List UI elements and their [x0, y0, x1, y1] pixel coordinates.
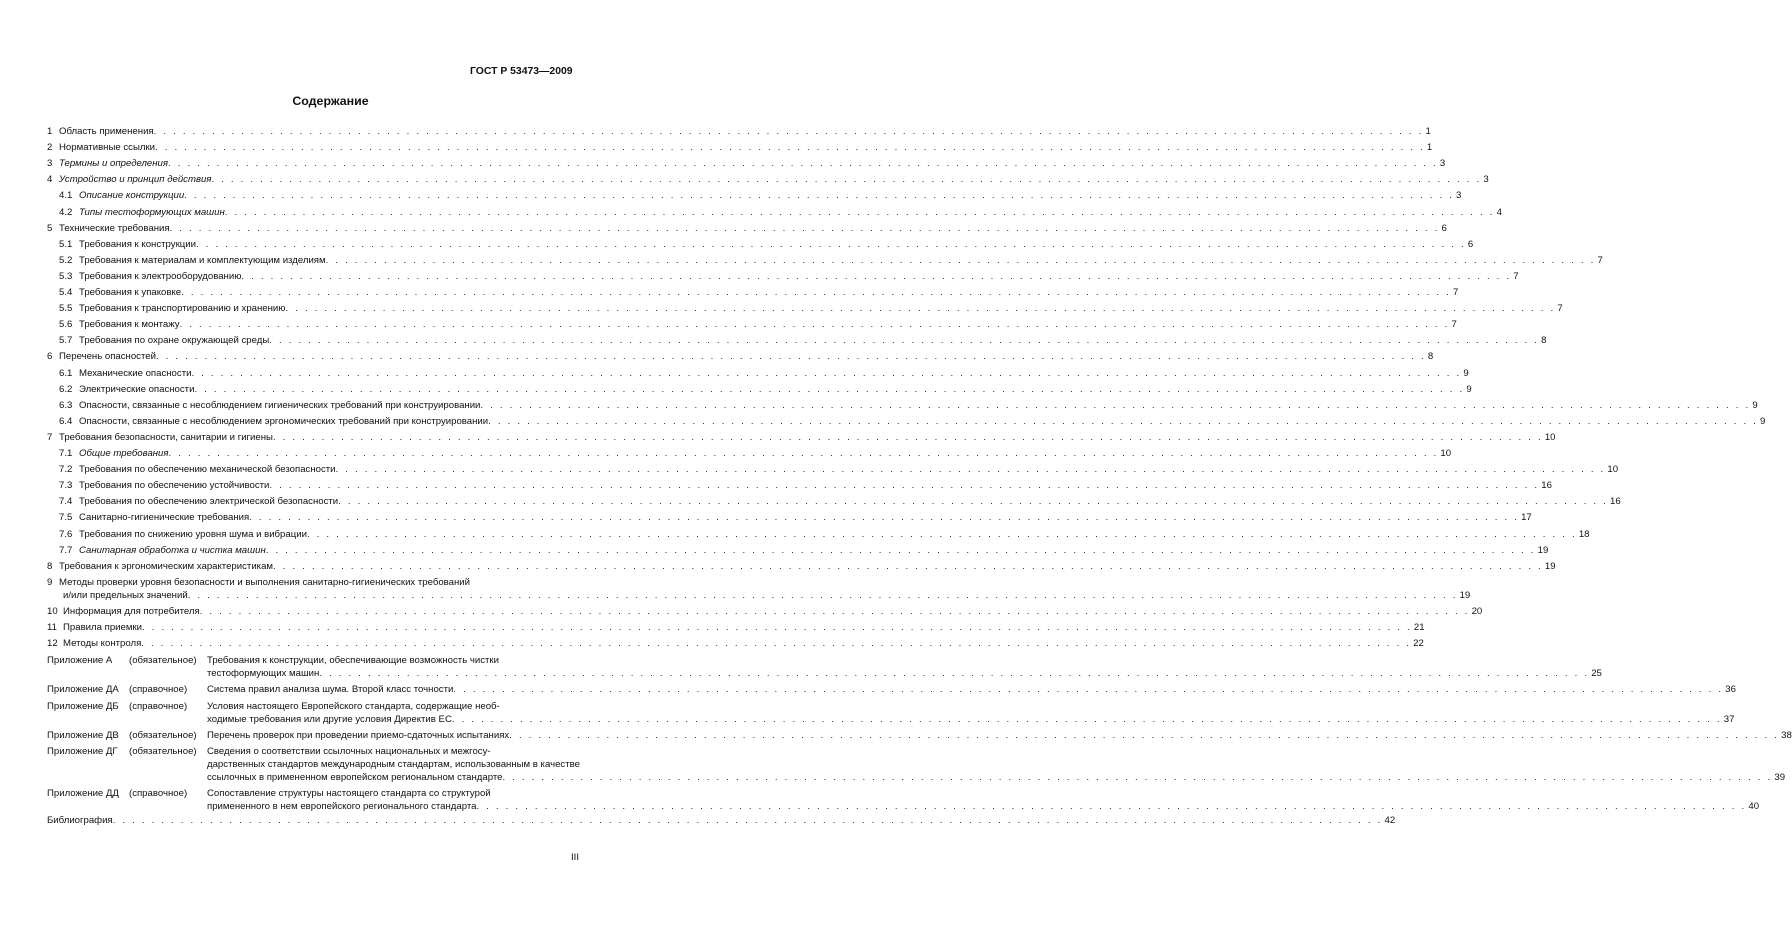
toc-entry-line	[47, 577, 583, 589]
dot-leader: . . . . . . . . . . . . . . . . . . . . . . . . . . . . . . . . . . . . . . . . . . . . . . . . . . . . . . . . . . . . . . . . . . . . . . . . . . . . . . . . . . . . . . . . . . . . . . . . . . . . . . . . . . . . . . . . . . . . . . . . . . . . . . . . . . .	[480, 399, 1751, 411]
dot-leader: . . . . . . . . . . . . . . . . . . . . . . . . . . . . . . . . . . . . . . . . . . . . . . . . . . . . . . . . . . . . . . . . . . . . . . . . . . . . . . . . . . . . . . . . . . . . . . . . . . . . . . . . . . . . . . . . . . . . . . . . . . . . . . . . . . .	[169, 222, 1440, 234]
entry-page: 9	[1466, 383, 1472, 395]
entry-page: 39	[1774, 772, 1786, 783]
dot-leader: . . . . . . . . . . . . . . . . . . . . . . . . . . . . . . . . . . . . . . . . . . . . . . . . . . . . . . . . . . . . . . . . . . . . . . . . . . . . . . . . . . . . . . . . . . . . . . . . . . . . . . . . . . . . . . . . . . . . . . . . . . . . . . . . . . .	[179, 319, 1450, 331]
entry-number: 11	[47, 622, 57, 633]
entry-title: Требования безопасности, санитарии и гигиены	[59, 431, 273, 443]
dot-leader: . . . . . . . . . . . . . . . . . . . . . . . . . . . . . . . . . . . . . . . . . . . . . . . . . . . . . . . . . . . . . . . . . . . . . . . . . . . . . . . . . . . . . . . . . . . . . . . . . . . . . . . . . . . . . . . . . . . . . . . . . . . . . . . . . . .	[502, 772, 1773, 783]
toc-entry-line	[47, 287, 1459, 299]
annex-title: Условия настоящего Европейского стандарта, содержащие необ-	[207, 700, 500, 712]
toc-entry-line	[47, 367, 1469, 380]
dot-leader: . . . . . . . . . . . . . . . . . . . . . . . . . . . . . . . . . . . . . . . . . . . . . . . . . . . . . . . . . . . . . . . . . . . . . . . . . . . . . . . . . . . . . . . . . . . . . . . . . . . . . . . . . . . . . . . . . . . . . . . . . . . . . . . . . . .	[285, 303, 1556, 315]
dot-leader: . . . . . . . . . . . . . . . . . . . . . . . . . . . . . . . . . . . . . . . . . . . . . . . . . . . . . . . . . . . . . . . . . . . . . . . . . . . . . . . . . . . . . . . . . . . . . . . . . . . . . . . . . . . . . . . . . . . . . . . . . . . . . . . . . . .	[155, 351, 1426, 363]
entry-number: 3	[47, 158, 53, 170]
dot-leader: . . . . . . . . . . . . . . . . . . . . . . . . . . . . . . . . . . . . . . . . . . . . . . . . . . . . . . . . . . . . . . . . . . . . . . . . . . . . . . . . . . . . . . . . . . . . . . . . . . . . . . . . . . . . . . . . . . . . . . . . . . . . . . . . . . .	[141, 638, 1412, 650]
annex-kind: (справочное)	[129, 684, 188, 696]
entry-page: 19	[1537, 544, 1549, 556]
entry-title: Термины и определения	[59, 158, 169, 170]
annex-kind: (обязательное)	[129, 655, 197, 667]
annex-label: Приложение ДА	[47, 684, 119, 696]
entry-number: 4.1	[59, 190, 73, 202]
annex-line	[47, 655, 583, 667]
entry-title: Механические опасности	[79, 367, 192, 379]
dot-leader: . . . . . . . . . . . . . . . . . . . . . . . . . . . . . . . . . . . . . . . . . . . . . . . . . . . . . . . . . . . . . . . . . . . . . . . . . . . . . . . . . . . . . . . . . . . . . . . . . . . . . . . . . . . . . . . . . . . . . . . . . . . . . . . . . . .	[272, 431, 1543, 443]
dot-leader: . . . . . . . . . . . . . . . . . . . . . . . . . . . . . . . . . . . . . . . . . . . . . . . . . . . . . . . . . . . . . . . . . . . . . . . . . . . . . . . . . . . . . . . . . . . . . . . . . . . . . . . . . . . . . . . . . . . . . . . . . . . . . . . . . . .	[306, 528, 1577, 540]
dot-leader: . . . . . . . . . . . . . . . . . . . . . . . . . . . . . . . . . . . . . . . . . . . . . . . . . . . . . . . . . . . . . . . . . . . . . . . . . . . . . . . . . . . . . . . . . . . . . . . . . . . . . . . . . . . . . . . . . . . . . . . . . . . . . . . . . . .	[142, 622, 1412, 633]
entry-number: 7.3	[59, 480, 73, 492]
dot-leader: . . . . . . . . . . . . . . . . . . . . . . . . . . . . . . . . . . . . . . . . . . . . . . . . . . . . . . . . . . . . . . . . . . . . . . . . . . . . . . . . . . . . . . . . . . . . . . . . . . . . . . . . . . . . . . . . . . . . . . . . . . . . . . . . . . .	[265, 544, 1536, 556]
entry-number: 1	[47, 126, 53, 137]
entry-title: Санитарная обработка и чистка машин	[79, 544, 266, 556]
toc-entry-line	[47, 126, 1431, 138]
document-code: ГОСТ Р 53473—2009	[470, 66, 573, 77]
dot-leader: . . . . . . . . . . . . . . . . . . . . . . . . . . . . . . . . . . . . . . . . . . . . . . . . . . . . . . . . . . . . . . . . . . . . . . . . . . . . . . . . . . . . . . . . . . . . . . . . . . . . . . . . . . . . . . . . . . . . . . . . . . . . . . . . . . .	[199, 605, 1470, 617]
toc-entry-line	[47, 254, 1603, 267]
entry-page: 19	[1544, 560, 1556, 572]
entry-number: 6	[47, 351, 53, 363]
dot-leader: . . . . . . . . . . . . . . . . . . . . . . . . . . . . . . . . . . . . . . . . . . . . . . . . . . . . . . . . . . . . . . . . . . . . . . . . . . . . . . . . . . . . . . . . . . . . . . . . . . . . . . . . . . . . . . . . . . . . . . . . . . . . . . . . . . .	[249, 512, 1520, 524]
toc-entry-line	[47, 238, 1474, 251]
toc-entry-line	[47, 560, 1556, 573]
toc-entry-line	[47, 270, 1519, 283]
entry-number: 5.4	[59, 287, 73, 298]
entry-page: 7	[1597, 254, 1603, 266]
toc-entry-line	[47, 622, 1425, 634]
entry-page: 10	[1440, 448, 1452, 459]
entry-title: Правила приемки	[63, 622, 142, 633]
entry-title: Требования к монтажу	[79, 319, 180, 331]
entry-page: 42	[1384, 815, 1396, 827]
dot-leader: . . . . . . . . . . . . . . . . . . . . . . . . . . . . . . . . . . . . . . . . . . . . . . . . . . . . . . . . . . . . . . . . . . . . . . . . . . . . . . . . . . . . . . . . . . . . . . . . . . . . . . . . . . . . . . . . . . . . . . . . . . . . . . . . . . .	[273, 560, 1543, 572]
entry-title: Информация для потребителя	[63, 605, 200, 617]
entry-title: и/или предельных значений	[63, 589, 188, 601]
toc-entry-line	[47, 415, 1766, 428]
dot-leader: . . . . . . . . . . . . . . . . . . . . . . . . . . . . . . . . . . . . . . . . . . . . . . . . . . . . . . . . . . . . . . . . . . . . . . . . . . . . . . . . . . . . . . . . . . . . . . . . . . . . . . . . . . . . . . . . . . . . . . . . . . . . . . . . . . .	[269, 480, 1540, 492]
entry-number: 5	[47, 222, 53, 234]
entry-title: Требования к упаковке	[79, 287, 182, 298]
entry-title: Типы тестоформующих машин	[79, 206, 225, 218]
toc-entry-line	[47, 383, 1472, 396]
dot-leader: . . . . . . . . . . . . . . . . . . . . . . . . . . . . . . . . . . . . . . . . . . . . . . . . . . . . . . . . . . . . . . . . . . . . . . . . . . . . . . . . . . . . . . . . . . . . . . . . . . . . . . . . . . . . . . . . . . . . . . . . . . . . . . . . . . .	[319, 668, 1590, 680]
entry-title: Методы контроля	[63, 638, 142, 650]
toc-entry-line	[47, 142, 1433, 154]
entry-page: 18	[1578, 528, 1590, 540]
entry-page: 3	[1483, 174, 1489, 186]
dot-leader: . . . . . . . . . . . . . . . . . . . . . . . . . . . . . . . . . . . . . . . . . . . . . . . . . . . . . . . . . . . . . . . . . . . . . . . . . . . . . . . . . . . . . . . . . . . . . . . . . . . . . . . . . . . . . . . . . . . . . . . . . . . . . . . . . . .	[325, 254, 1596, 266]
entry-page: 17	[1521, 512, 1532, 524]
entry-title: Библиография	[47, 815, 113, 827]
toc-entry-line	[47, 431, 1556, 444]
toc-entry-line	[47, 480, 1552, 492]
dot-leader: . . . . . . . . . . . . . . . . . . . . . . . . . . . . . . . . . . . . . . . . . . . . . . . . . . . . . . . . . . . . . . . . . . . . . . . . . . . . . . . . . . . . . . . . . . . . . . . . . . . . . . . . . . . . . . . . . . . . . . . . . . . . . . . . . . .	[168, 448, 1439, 459]
entry-number: 6.3	[59, 399, 73, 411]
entry-page: 7	[1557, 303, 1563, 315]
dot-leader: . . . . . . . . . . . . . . . . . . . . . . . . . . . . . . . . . . . . . . . . . . . . . . . . . . . . . . . . . . . . . . . . . . . . . . . . . . . . . . . . . . . . . . . . . . . . . . . . . . . . . . . . . . . . . . . . . . . . . . . . . . . . . . . . . . .	[488, 415, 1759, 427]
entry-number: 10	[47, 605, 58, 617]
entry-page: 20	[1471, 605, 1483, 617]
entry-page: 4	[1496, 206, 1502, 218]
entry-page: 7	[1453, 287, 1459, 298]
annex-title: Перечень проверок при проведении приемо-сдаточных испытаниях	[207, 729, 510, 741]
entry-number: 5.2	[59, 254, 73, 266]
entry-number: 12	[47, 638, 58, 650]
entry-number: 7.5	[59, 512, 73, 524]
entry-page: 37	[1723, 713, 1735, 725]
entry-title: Требования к материалам и комплектующим изделиям	[79, 254, 326, 266]
annex-kind: (обязательное)	[129, 729, 197, 741]
annex-line	[47, 788, 583, 800]
entry-page: 3	[1439, 158, 1446, 170]
annex-kind: (справочное)	[129, 700, 188, 712]
entry-number: 4.2	[59, 206, 73, 218]
entry-number: 2	[47, 142, 53, 154]
entry-number: 5.5	[59, 303, 73, 315]
entry-number: 7.7	[59, 544, 73, 556]
entry-page: 38	[1781, 729, 1792, 741]
entry-number: 9	[47, 576, 53, 588]
dot-leader: . . . . . . . . . . . . . . . . . . . . . . . . . . . . . . . . . . . . . . . . . . . . . . . . . . . . . . . . . . . . . . . . . . . . . . . . . . . . . . . . . . . . . . . . . . . . . . . . . . . . . . . . . . . . . . . . . . . . . . . . . . . . . . . . . . .	[224, 206, 1495, 218]
entry-title: Требования по обеспечению электрической безопасности	[79, 496, 339, 508]
annex-line	[47, 759, 583, 771]
entry-number: 6.4	[59, 415, 73, 427]
toc-entry-line	[47, 206, 1502, 219]
dot-leader: . . . . . . . . . . . . . . . . . . . . . . . . . . . . . . . . . . . . . . . . . . . . . . . . . . . . . . . . . . . . . . . . . . . . . . . . . . . . . . . . . . . . . . . . . . . . . . . . . . . . . . . . . . . . . . . . . . . . . . . . . . . . . . . . . . .	[476, 801, 1747, 813]
dot-leader: . . . . . . . . . . . . . . . . . . . . . . . . . . . . . . . . . . . . . . . . . . . . . . . . . . . . . . . . . . . . . . . . . . . . . . . . . . . . . . . . . . . . . . . . . . . . . . . . . . . . . . . . . . . . . . . . . . . . . . . . . . . . . . . . . . .	[269, 335, 1540, 347]
entry-title: Устройство и принцип действия	[59, 174, 212, 186]
annex-title: Сопоставление структуры настоящего стандарта со структурой	[207, 788, 491, 800]
dot-leader: . . . . . . . . . . . . . . . . . . . . . . . . . . . . . . . . . . . . . . . . . . . . . . . . . . . . . . . . . . . . . . . . . . . . . . . . . . . . . . . . . . . . . . . . . . . . . . . . . . . . . . . . . . . . . . . . . . . . . . . . . . . . . . . . . . .	[155, 142, 1425, 154]
annex-label: Приложение ДД	[47, 788, 119, 800]
annex-line	[47, 713, 1735, 726]
entry-number: 5.3	[59, 270, 73, 282]
annex-line	[47, 801, 1760, 813]
entry-title: Требования к конструкции	[79, 238, 196, 250]
entry-page: 3	[1456, 190, 1462, 202]
entry-page: 6	[1467, 238, 1474, 250]
entry-title: Требования по обеспечению устойчивости	[79, 480, 270, 492]
entry-page: 1	[1426, 142, 1433, 154]
toc-entry-line	[47, 605, 1483, 618]
annex-line	[47, 684, 1736, 696]
entry-page: 9	[1760, 415, 1766, 427]
dot-leader: . . . . . . . . . . . . . . . . . . . . . . . . . . . . . . . . . . . . . . . . . . . . . . . . . . . . . . . . . . . . . . . . . . . . . . . . . . . . . . . . . . . . . . . . . . . . . . . . . . . . . . . . . . . . . . . . . . . . . . . . . . . . . . . . . . .	[338, 496, 1609, 508]
page-number: III	[571, 852, 579, 863]
toc-entry-line	[47, 528, 1590, 541]
entry-title: Требования к эргономическим характеристикам	[59, 560, 274, 572]
entry-page: 9	[1752, 399, 1758, 411]
entry-page: 25	[1591, 668, 1602, 680]
annex-title: дарственных стандартов международным стандартам, использованным в качестве	[207, 759, 580, 770]
toc-entry-line	[47, 496, 1621, 508]
page-title: Содержание	[292, 94, 369, 108]
toc-entry-line	[47, 190, 1462, 202]
toc-entry-line	[47, 158, 1446, 170]
entry-number: 5.7	[59, 335, 73, 347]
dot-leader: . . . . . . . . . . . . . . . . . . . . . . . . . . . . . . . . . . . . . . . . . . . . . . . . . . . . . . . . . . . . . . . . . . . . . . . . . . . . . . . . . . . . . . . . . . . . . . . . . . . . . . . . . . . . . . . . . . . . . . . . . . . . . . . . . . .	[112, 815, 1383, 827]
annex-line	[47, 729, 1792, 742]
entry-title: Электрические опасности	[79, 383, 195, 395]
entry-number: 7.4	[59, 496, 73, 508]
annex-kind: (обязательное)	[129, 746, 197, 757]
entry-title: Требования по охране окружающей среды	[79, 335, 270, 347]
entry-title: Опасности, связанные с несоблюдением эргономических требований при конструировании	[79, 415, 489, 427]
dot-leader: . . . . . . . . . . . . . . . . . . . . . . . . . . . . . . . . . . . . . . . . . . . . . . . . . . . . . . . . . . . . . . . . . . . . . . . . . . . . . . . . . . . . . . . . . . . . . . . . . . . . . . . . . . . . . . . . . . . . . . . . . . . . . . . . . . .	[509, 729, 1780, 741]
entry-page: 22	[1413, 638, 1424, 650]
dot-leader: . . . . . . . . . . . . . . . . . . . . . . . . . . . . . . . . . . . . . . . . . . . . . . . . . . . . . . . . . . . . . . . . . . . . . . . . . . . . . . . . . . . . . . . . . . . . . . . . . . . . . . . . . . . . . . . . . . . . . . . . . . . . . . . . . . .	[184, 190, 1455, 202]
entry-page: 16	[1541, 480, 1552, 492]
entry-number: 7	[47, 431, 53, 443]
entry-title: Область применения	[59, 126, 154, 137]
entry-number: 7.1	[59, 448, 73, 459]
toc-entry-line	[47, 303, 1563, 315]
entry-title: Требования по снижению уровня шума и вибрации	[79, 528, 307, 540]
annex-label: Приложение А	[47, 655, 113, 667]
toc-entry-line	[47, 174, 1489, 186]
annex-label: Приложение ДГ	[47, 746, 118, 757]
annex-line	[47, 668, 1602, 680]
entry-number: 6.1	[59, 367, 73, 379]
entry-title: Технические требования	[59, 222, 170, 234]
toc-entry-line	[47, 222, 1447, 235]
entry-page: 9	[1463, 367, 1469, 379]
entry-page: 21	[1413, 622, 1425, 633]
entry-title: тестоформующих машин	[207, 668, 320, 680]
entry-page: 40	[1748, 801, 1760, 813]
entry-title: примененного в нем европейского регионального стандарта	[207, 801, 477, 813]
bibliography-line	[47, 815, 1396, 827]
annex-title: Сведения о соответствии ссылочных национальных и межгосу-	[207, 746, 491, 757]
entry-title: Перечень опасностей	[59, 351, 156, 363]
toc-entry-line	[47, 399, 1758, 412]
dot-leader: . . . . . . . . . . . . . . . . . . . . . . . . . . . . . . . . . . . . . . . . . . . . . . . . . . . . . . . . . . . . . . . . . . . . . . . . . . . . . . . . . . . . . . . . . . . . . . . . . . . . . . . . . . . . . . . . . . . . . . . . . . . . . . . . . . .	[168, 158, 1438, 170]
dot-leader: . . . . . . . . . . . . . . . . . . . . . . . . . . . . . . . . . . . . . . . . . . . . . . . . . . . . . . . . . . . . . . . . . . . . . . . . . . . . . . . . . . . . . . . . . . . . . . . . . . . . . . . . . . . . . . . . . . . . . . . . . . . . . . . . . . .	[241, 270, 1512, 282]
annex-title: Система правил анализа шума. Второй класс точности	[207, 684, 454, 696]
entry-page: 6	[1441, 222, 1447, 234]
annex-label: Приложение ДБ	[47, 700, 119, 712]
entry-title: ходимые требования или другие условия Директив ЕС	[207, 713, 452, 725]
dot-leader: . . . . . . . . . . . . . . . . . . . . . . . . . . . . . . . . . . . . . . . . . . . . . . . . . . . . . . . . . . . . . . . . . . . . . . . . . . . . . . . . . . . . . . . . . . . . . . . . . . . . . . . . . . . . . . . . . . . . . . . . . . . . . . . . . . .	[453, 684, 1724, 696]
toc-entry-line	[47, 448, 1452, 460]
annex-line	[47, 701, 583, 713]
entry-page: 7	[1451, 319, 1457, 331]
toc-entry-line	[47, 589, 1471, 602]
entry-page: 10	[1607, 464, 1619, 476]
entry-title: Санитарно-гигиенические требования	[79, 512, 250, 524]
dot-leader: . . . . . . . . . . . . . . . . . . . . . . . . . . . . . . . . . . . . . . . . . . . . . . . . . . . . . . . . . . . . . . . . . . . . . . . . . . . . . . . . . . . . . . . . . . . . . . . . . . . . . . . . . . . . . . . . . . . . . . . . . . . . . . . . . . .	[153, 126, 1424, 137]
toc-entry-line	[47, 464, 1619, 476]
entry-title: Опасности, связанные с несоблюдением гигиенических требований при конструировании	[79, 399, 481, 411]
entry-page: 10	[1544, 431, 1556, 443]
entry-number: 5.1	[59, 238, 73, 250]
entry-number: 6.2	[59, 383, 73, 395]
entry-number: 7.2	[59, 464, 73, 476]
entry-number: 8	[47, 560, 53, 572]
dot-leader: . . . . . . . . . . . . . . . . . . . . . . . . . . . . . . . . . . . . . . . . . . . . . . . . . . . . . . . . . . . . . . . . . . . . . . . . . . . . . . . . . . . . . . . . . . . . . . . . . . . . . . . . . . . . . . . . . . . . . . . . . . . . . . . . . . .	[191, 367, 1462, 379]
annex-label: Приложение ДВ	[47, 729, 119, 741]
entry-number: 7.6	[59, 528, 73, 540]
toc-entry-line	[47, 512, 1532, 524]
dot-leader: . . . . . . . . . . . . . . . . . . . . . . . . . . . . . . . . . . . . . . . . . . . . . . . . . . . . . . . . . . . . . . . . . . . . . . . . . . . . . . . . . . . . . . . . . . . . . . . . . . . . . . . . . . . . . . . . . . . . . . . . . . . . . . . . . . .	[335, 464, 1606, 476]
dot-leader: . . . . . . . . . . . . . . . . . . . . . . . . . . . . . . . . . . . . . . . . . . . . . . . . . . . . . . . . . . . . . . . . . . . . . . . . . . . . . . . . . . . . . . . . . . . . . . . . . . . . . . . . . . . . . . . . . . . . . . . . . . . . . . . . . . .	[187, 589, 1458, 601]
toc-entry-line	[47, 638, 1424, 650]
dot-leader: . . . . . . . . . . . . . . . . . . . . . . . . . . . . . . . . . . . . . . . . . . . . . . . . . . . . . . . . . . . . . . . . . . . . . . . . . . . . . . . . . . . . . . . . . . . . . . . . . . . . . . . . . . . . . . . . . . . . . . . . . . . . . . . . . . .	[195, 238, 1466, 250]
dot-leader: . . . . . . . . . . . . . . . . . . . . . . . . . . . . . . . . . . . . . . . . . . . . . . . . . . . . . . . . . . . . . . . . . . . . . . . . . . . . . . . . . . . . . . . . . . . . . . . . . . . . . . . . . . . . . . . . . . . . . . . . . . . . . . . . . . .	[181, 287, 1452, 298]
entry-number: 4	[47, 174, 53, 186]
dot-leader: . . . . . . . . . . . . . . . . . . . . . . . . . . . . . . . . . . . . . . . . . . . . . . . . . . . . . . . . . . . . . . . . . . . . . . . . . . . . . . . . . . . . . . . . . . . . . . . . . . . . . . . . . . . . . . . . . . . . . . . . . . . . . . . . . . .	[194, 383, 1465, 395]
annex-line	[47, 772, 1786, 784]
entry-title: Требования к транспортированию и хранению	[79, 303, 286, 315]
toc-entry-line	[47, 319, 1457, 331]
entry-title: Методы проверки уровня безопасности и выполнения санитарно-гигиенических требований	[59, 576, 471, 588]
entry-title: ссылочных в примененном европейском региональном стандарте	[207, 772, 503, 783]
entry-title: Требования по обеспечению механической безопасности	[79, 464, 336, 476]
entry-page: 16	[1610, 496, 1621, 508]
entry-page: 1	[1425, 126, 1431, 137]
entry-title: Требования к электрооборудованию	[79, 270, 242, 282]
entry-page: 8	[1541, 335, 1547, 347]
annex-title: Требования к конструкции, обеспечивающие возможность чистки	[207, 655, 499, 667]
toc-entry-line	[47, 351, 1434, 363]
toc-entry-line	[47, 544, 1549, 557]
dot-leader: . . . . . . . . . . . . . . . . . . . . . . . . . . . . . . . . . . . . . . . . . . . . . . . . . . . . . . . . . . . . . . . . . . . . . . . . . . . . . . . . . . . . . . . . . . . . . . . . . . . . . . . . . . . . . . . . . . . . . . . . . . . . . . . . . . .	[211, 174, 1482, 186]
entry-title: Нормативные ссылки	[59, 142, 156, 154]
toc-entry-line	[47, 335, 1547, 347]
entry-page: 36	[1725, 684, 1736, 696]
annex-kind: (справочное)	[129, 788, 188, 800]
dot-leader: . . . . . . . . . . . . . . . . . . . . . . . . . . . . . . . . . . . . . . . . . . . . . . . . . . . . . . . . . . . . . . . . . . . . . . . . . . . . . . . . . . . . . . . . . . . . . . . . . . . . . . . . . . . . . . . . . . . . . . . . . . . . . . . . . . .	[451, 713, 1722, 725]
entry-page: 19	[1459, 589, 1471, 601]
entry-page: 7	[1513, 270, 1519, 282]
entry-title: Общие требования	[79, 448, 169, 459]
entry-page: 8	[1427, 351, 1434, 363]
annex-line	[47, 746, 583, 758]
entry-title: Описание конструкции	[79, 190, 185, 202]
entry-number: 5.6	[59, 319, 73, 331]
